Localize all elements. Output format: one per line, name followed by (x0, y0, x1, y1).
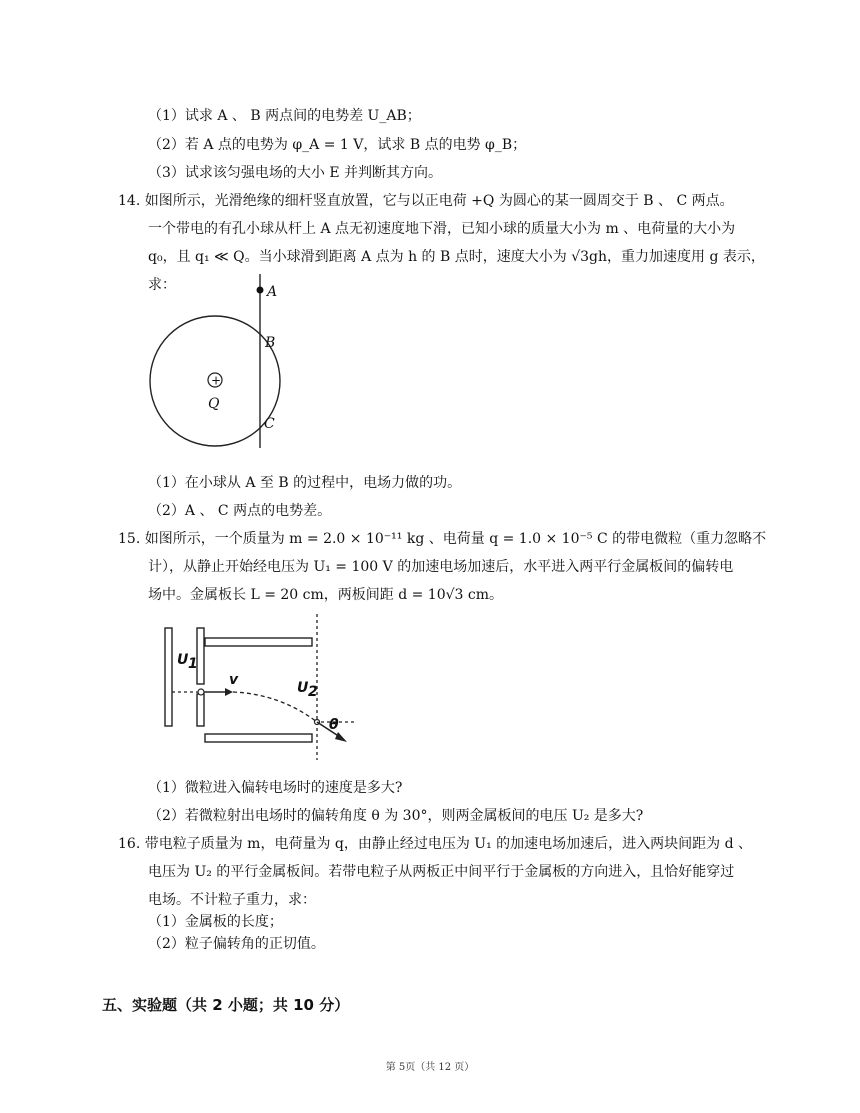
q16-part1: （1）金属板的长度； (148, 914, 283, 930)
q14-part1: （1）在小球从 A 至 B 的过程中，电场力做的功。 (148, 475, 462, 491)
q13-part2: （2）若 A 点的电势为 φ_A = 1 V，试求 B 点的电势 φ_B； (148, 137, 527, 153)
q15-entry-hole (198, 689, 204, 695)
q15-trajectory (233, 692, 317, 722)
q15-part1: （1）微粒进入偏转电场时的速度是多大? (148, 780, 403, 796)
q14-plus-sign: + (211, 373, 222, 388)
q13-part1: （1）试求 A 、 B 两点间的电势差 U_AB； (148, 108, 421, 124)
q14-stem-line2: 一个带电的有孔小球从杆上 A 点无初速度地下滑，已知小球的质量大小为 m 、电荷量的大小为 (148, 221, 736, 237)
q15-label-U1: U (177, 652, 189, 668)
q14-label-C: C (264, 416, 275, 432)
q15-label-theta: θ (329, 717, 339, 733)
section-heading: 五、实验题（共 2 小题；共 10 分） (102, 996, 350, 1014)
q15-deflect-plate-bottom (205, 734, 312, 742)
q16-stem-line2: 电压为 U₂ 的平行金属板间。若带电粒子从两板正中间平行于金属板的方向进入，且恰好能穿过 (148, 864, 735, 880)
q16-stem-line1: 16. 带电粒子质量为 m，电荷量为 q，由静止经过电压为 U₁ 的加速电场加速后，进入两块间距为 d 、 (118, 836, 753, 852)
q15-exit-arrowhead (335, 732, 347, 742)
q15-stem-line2: 计），从静止开始经电压为 U₁ = 100 V 的加速电场加速后，水平进入两平行金属板间的偏转电 (148, 559, 734, 575)
q15-accel-plate-left (165, 628, 172, 726)
q14-part2: （2）A 、 C 两点的电势差。 (148, 503, 332, 519)
q14-label-Q: Q (208, 396, 220, 412)
q15-stem-line3: 场中。金属板长 L = 20 cm，两板间距 d = 10√3 cm。 (148, 587, 504, 603)
q16-stem-line3: 电场。不计粒子重力，求： (148, 892, 316, 908)
q13-part3: （3）试求该匀强电场的大小 E 并判断其方向。 (148, 165, 443, 181)
q15-label-U2: U (297, 680, 309, 696)
q15-stem-line1: 15. 如图所示，一个质量为 m = 2.0 × 10⁻¹¹ kg 、电荷量 q = 1.0 × 10⁻⁵ C 的带电微粒（重力忽略不 (118, 531, 767, 547)
q15-part2: （2）若微粒射出电场时的偏转角度 θ 为 30°，则两金属板间的电压 U₂ 是多大? (148, 808, 644, 824)
q15-label-U2-sub: 2 (308, 684, 318, 700)
page-footer: 第 5页（共 12 页） (385, 1062, 475, 1073)
q14-figure (140, 268, 300, 468)
q15-label-U1-sub: 1 (188, 656, 198, 672)
q15-label-v: v (229, 672, 239, 688)
q14-ball (257, 287, 264, 294)
q14-stem-line1: 14. 如图所示，光滑绝缘的细杆竖直放置，它与以正电荷 +Q 为圆心的某一圆周交于 B 、 C 两点。 (118, 193, 734, 209)
q14-label-B: B (265, 335, 276, 351)
q14-stem-line3: q₀，且 q₁ ≪ Q。当小球滑到距离 A 点为 h 的 B 点时，速度大小为 √3gh，重力加速度用 g 表示， (148, 249, 765, 265)
q16-part2: （2）粒子偏转角的正切值。 (148, 936, 325, 952)
q15-figure (155, 612, 365, 762)
q15-deflect-plate-top (205, 638, 312, 646)
q14-label-A: A (267, 284, 278, 300)
q14-stem-line4: 求： (148, 277, 176, 293)
q15-velocity-arrowhead (225, 688, 233, 696)
q15-accel-plate-right-lower (197, 694, 204, 726)
q15-accel-plate-right-upper (197, 628, 204, 684)
